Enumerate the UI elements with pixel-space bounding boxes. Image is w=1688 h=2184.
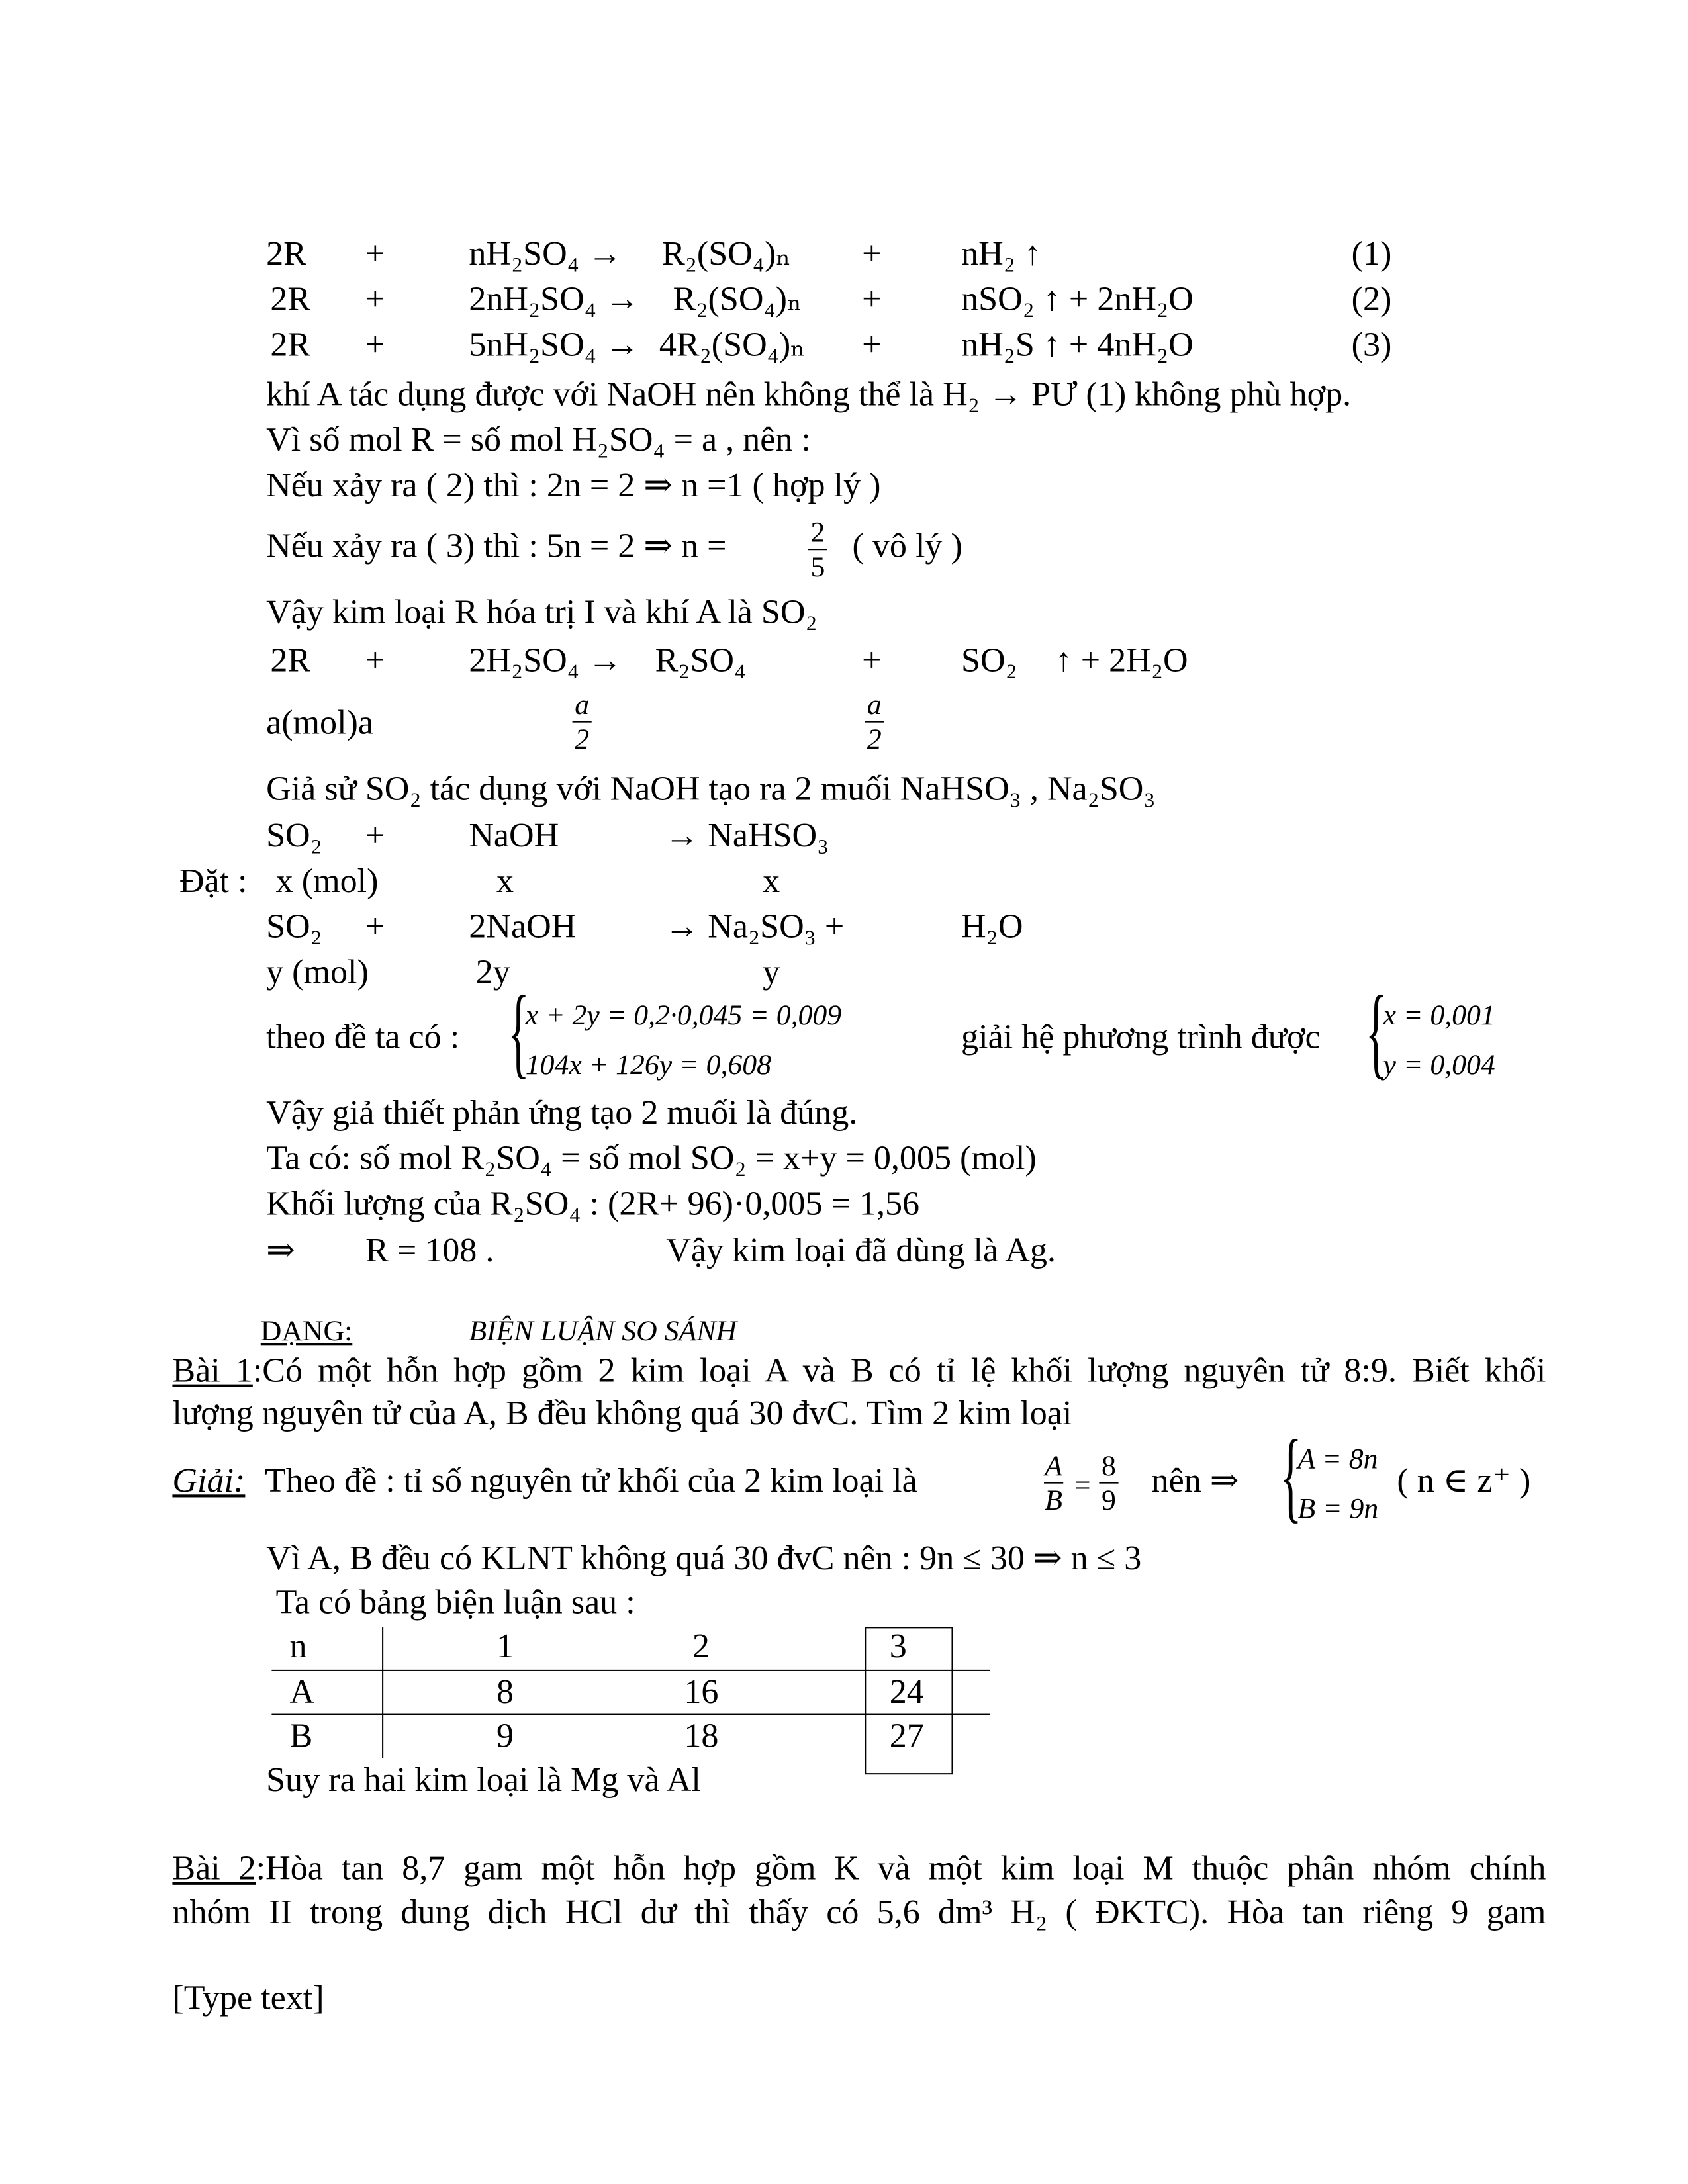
eq3-r: 2R — [270, 326, 311, 364]
y-1: y (mol) — [266, 954, 369, 991]
system-b: B = 9n — [1297, 1492, 1379, 1525]
text-line: khí A tác dụng được với NaOH nên không thể là H₂ → PƯ (1) không phù hợp. — [266, 376, 1352, 414]
bai2-label: Bài 2 — [172, 1850, 256, 1888]
dat-x1: x (mol) — [275, 863, 379, 901]
table-cell: 3 — [889, 1628, 907, 1666]
solution-system — [1365, 976, 1495, 1089]
denominator: 2 — [575, 722, 590, 756]
fraction-8-9 — [1099, 1451, 1118, 1516]
eq6-c: → Na₂SO₃ + — [665, 908, 845, 946]
numerator: a — [867, 688, 882, 721]
mol-label: a(mol)a — [266, 704, 374, 742]
numerator: 8 — [1102, 1449, 1116, 1482]
eq6-plus: + — [365, 908, 385, 946]
table-cell: 16 — [684, 1674, 719, 1711]
bai2-line2: nhóm II trong dung dịch HCl dư thì thấy có 5,6 dm³ H₂ ( ĐKTC). Hòa tan riêng 9 gam — [172, 1894, 1546, 1932]
eq1-product: R₂(SO₄)ₙ — [661, 236, 791, 273]
numerator: A — [1045, 1449, 1062, 1482]
eq1-number: (1) — [1351, 236, 1392, 273]
footer-placeholder[interactable]: [Type text] — [172, 1979, 324, 2017]
text-line: Vì A, B đều có KLNT không quá 30 đvC nên : 9n ≤ 30 ⇒ n ≤ 3 — [266, 1540, 1142, 1578]
text-line: Suy ra hai kim loại là Mg và Al — [266, 1762, 701, 1799]
denominator: 5 — [810, 550, 825, 584]
eq1-plus: + — [365, 236, 385, 273]
text-line: Nếu xảy ra ( 2) thì : 2n = 2 ⇒ n =1 ( hợp lý ) — [266, 467, 881, 505]
text-line: Ta có bảng biện luận sau : — [275, 1584, 635, 1621]
solve-label: giải hệ phương trình được — [961, 1019, 1321, 1056]
theo-label: theo đề ta có : — [266, 1019, 460, 1056]
eq2-r: 2R — [270, 281, 311, 319]
eq1-reactant: nH₂SO₄ → — [469, 236, 622, 273]
system-eq-a: x + 2y = 0,2·0,045 = 0,009 — [525, 998, 842, 1032]
eq3-plus: + — [365, 326, 385, 364]
eq5-a: SO₂ — [266, 817, 322, 855]
table-cell: 2 — [692, 1628, 710, 1666]
r-value: R = 108 . — [365, 1232, 494, 1270]
dang-title: BIỆN LUẬN SO SÁNH — [469, 1314, 737, 1347]
table-cell: 24 — [889, 1674, 924, 1711]
table-cell: 1 — [496, 1628, 514, 1666]
dat-label: Đặt : — [179, 863, 248, 901]
eq4-r: 2R — [270, 642, 311, 680]
eq4-rest: ↑ + 2H₂O — [1055, 642, 1188, 680]
fraction — [573, 690, 592, 754]
fraction — [865, 690, 884, 754]
y-3: y — [763, 954, 780, 991]
brace-icon: { — [1365, 976, 1387, 1089]
text-line: Khối lượng của R₂SO₄ : (2R+ 96)·0,005 = 1,56 — [266, 1185, 920, 1223]
solution-y: y = 0,004 — [1383, 1048, 1495, 1081]
eq4-reactant: 2H₂SO₄ → — [469, 642, 622, 680]
denominator: B — [1045, 1483, 1062, 1517]
y-2: 2y — [475, 954, 510, 991]
eq4-plus2: + — [862, 642, 882, 680]
brace-icon: { — [507, 976, 530, 1089]
eq3-plus2: + — [862, 326, 882, 364]
giai-text: Theo đề : tỉ số nguyên tử khối của 2 kim loại là — [264, 1463, 917, 1500]
eq5-c: → NaHSO₃ — [665, 817, 829, 855]
table-cell: B — [289, 1717, 313, 1756]
table-cell: 8 — [496, 1674, 514, 1711]
eq6-b: 2NaOH — [469, 908, 577, 946]
eq1-gas: nH₂ ↑ — [961, 236, 1041, 273]
eq4-product: R₂SO₄ — [655, 642, 747, 680]
eq6-d: H₂O — [961, 908, 1023, 946]
implies-arrow: ⇒ — [266, 1232, 295, 1270]
eq2-gas: nSO₂ ↑ + 2nH₂O — [961, 281, 1194, 319]
numerator: a — [575, 688, 590, 721]
dat-x3: x — [763, 863, 780, 901]
eq4-gas: SO₂ — [961, 642, 1017, 680]
dat-x2: x — [496, 863, 514, 901]
eq3-reactant: 5nH₂SO₄ → — [469, 326, 640, 364]
table-cell: 9 — [496, 1717, 514, 1756]
eq3-product: 4R₂(SO₄)ₙ — [659, 326, 806, 364]
table-cell: 18 — [684, 1717, 719, 1756]
eq4-plus: + — [365, 642, 385, 680]
eq1-r: 2R — [266, 236, 306, 273]
denominator: 2 — [867, 722, 882, 756]
eq3-gas: nH₂S ↑ + 4nH₂O — [961, 326, 1194, 364]
eq2-product: R₂(SO₄)ₙ — [673, 281, 802, 319]
giai-label: Giải: — [172, 1463, 246, 1500]
eq2-plus: + — [365, 281, 385, 319]
numerator: 2 — [810, 516, 825, 549]
text-line: Ta có: số mol R₂SO₄ = số mol SO₂ = x+y = 0,005 (mol) — [266, 1140, 1037, 1178]
eq3-number: (3) — [1351, 326, 1392, 364]
bai2-line1 — [172, 1849, 1546, 1890]
equation-system — [507, 976, 842, 1089]
text-line: Vậy kim loại R hóa trị I và khí A là SO₂ — [266, 594, 818, 632]
conclusion: Vậy kim loại đã dùng là Ag. — [666, 1232, 1056, 1270]
bai1-line2: lượng nguyên tử của A, B đều không quá 30 đvC. Tìm 2 kim loại — [172, 1395, 1072, 1433]
bai1-label: Bài 1 — [172, 1352, 253, 1390]
eq5-b: NaOH — [469, 817, 559, 855]
system-a: A = 8n — [1297, 1442, 1378, 1476]
eq2-reactant: 2nH₂SO₄ → — [469, 281, 640, 319]
table-cell: n — [289, 1628, 307, 1666]
nen-implies: nên ⇒ — [1151, 1463, 1239, 1500]
text-line: Nếu xảy ra ( 3) thì : 5n = 2 ⇒ n = — [266, 527, 727, 566]
dang-label: DẠNG: — [260, 1314, 353, 1347]
fraction — [808, 517, 827, 582]
text-line: Giả sử SO₂ tác dụng với NaOH tạo ra 2 muối NaHSO₃ , Na₂SO₃ — [266, 770, 1156, 808]
equals: = — [1074, 1468, 1091, 1502]
text-line: Vì số mol R = số mol H₂SO₄ = a , nên : — [266, 422, 811, 459]
eq1-plus2: + — [862, 236, 882, 273]
ab-system — [1280, 1420, 1379, 1533]
solution-x: x = 0,001 — [1383, 998, 1495, 1032]
text-line: Vậy giả thiết phản ứng tạo 2 muối là đúng. — [266, 1095, 858, 1132]
eq2-number: (2) — [1351, 281, 1392, 319]
system-eq-b: 104x + 126y = 0,608 — [525, 1048, 772, 1081]
condition: ( n ∈ z⁺ ) — [1397, 1463, 1531, 1500]
brace-icon: { — [1280, 1420, 1302, 1533]
denominator: 9 — [1102, 1483, 1116, 1517]
text-line: ( vô lý ) — [852, 527, 962, 566]
table-cell: 27 — [889, 1717, 924, 1756]
eq5-plus: + — [365, 817, 385, 855]
bai1-line1 — [172, 1351, 1546, 1392]
bai2-text: :Hòa tan 8,7 gam một hỗn hợp gồm K và một kim loại M thuộc phân nhóm chính — [256, 1850, 1546, 1888]
table-cell: A — [289, 1674, 315, 1711]
fraction-a-b — [1044, 1451, 1063, 1516]
eq2-plus2: + — [862, 281, 882, 319]
eq6-a: SO₂ — [266, 908, 322, 946]
bai1-text: :Có một hỗn hợp gồm 2 kim loại A và B có tỉ lệ khối lượng nguyên tử 8:9. Biết khối — [252, 1352, 1546, 1390]
